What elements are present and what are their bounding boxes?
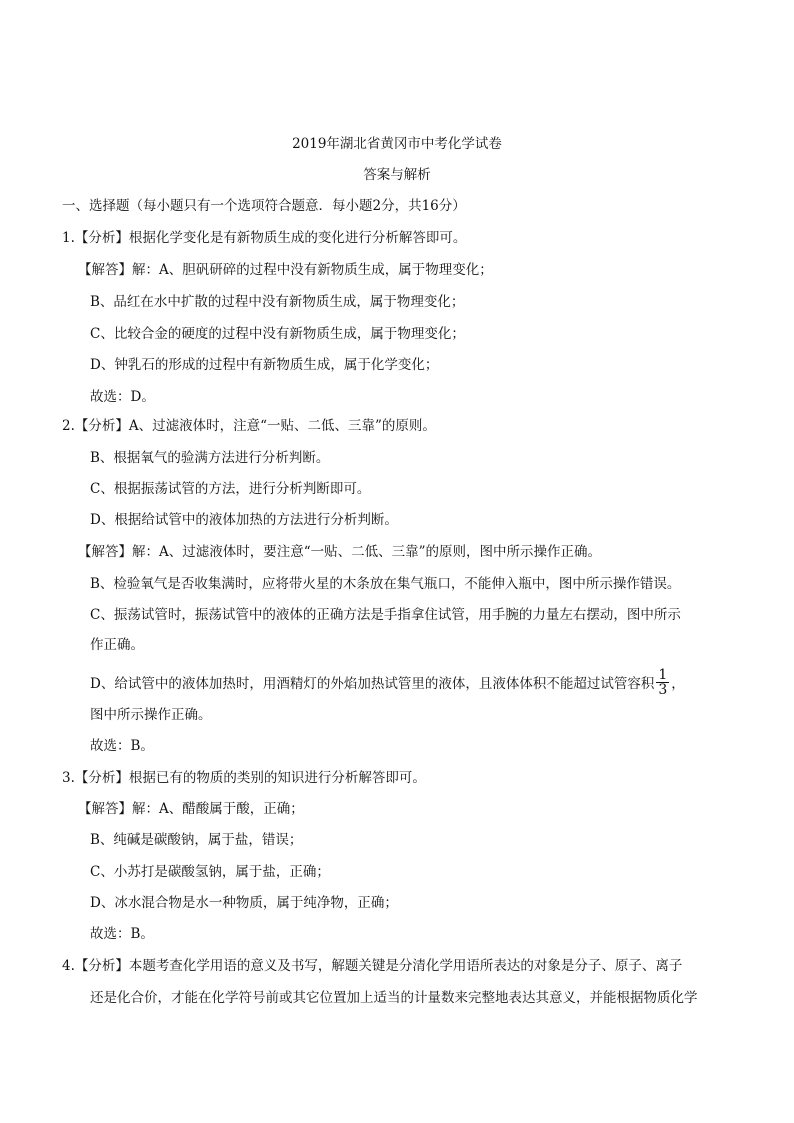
q4-analysis-line2: 还是化合价，才能在化学符号前或其它位置加上适当的计量数来完整地表达其意义，并能根据物质化学 <box>90 990 698 1006</box>
q2-option-c-line1: C、振荡试管时，振荡试管中的液体的正确方法是手指拿住试管，用手腕的力量左右摆动，图中所示 <box>90 607 681 623</box>
section-heading: 一、选择题（每小题只有一个选项符合题意．每小题2分，共16分） <box>62 198 466 214</box>
q3-option-d: D、冰水混合物是水一种物质，属于纯净物，正确； <box>90 895 398 911</box>
q2-option-d-text: D、给试管中的液体加热时，用酒精灯的外焰加热试管里的液体，且液体体积不能超过试管容积 <box>90 676 655 692</box>
q2-analysis-c: C、根据振荡试管的方法，进行分析判断即可。 <box>90 481 371 497</box>
document-subtitle: 答案与解析 <box>363 167 431 183</box>
q3-analysis: 3.【分析】根据已有的物质的类别的知识进行分析解答即可。 <box>62 770 426 786</box>
q1-option-c: C、比较合金的硬度的过程中没有新物质生成，属于物理变化； <box>90 326 465 342</box>
q2-answer: 【解答】解：A、过滤液体时，要注意“一贴、二低、三靠”的原则，图中所示操作正确。 <box>78 544 602 560</box>
q2-choice: 故选：B。 <box>90 738 154 754</box>
q1-answer: 【解答】解：A、胆矾研碎的过程中没有新物质生成，属于物理变化； <box>78 262 493 278</box>
q2-analysis: 2.【分析】A、过滤液体时，注意“一贴、二低、三靠”的原则。 <box>62 418 436 434</box>
q3-option-c: C、小苏打是碳酸氢钠，属于盐，正确； <box>90 864 330 880</box>
q1-option-d: D、钟乳石的形成的过程中有新物质生成，属于化学变化； <box>90 357 439 373</box>
fraction-numerator: 1 <box>658 667 668 683</box>
q2-analysis-b: B、根据氧气的验满方法进行分析判断。 <box>90 450 330 466</box>
document-title: 2019年湖北省黄冈市中考化学试卷 <box>292 136 502 152</box>
q3-choice: 故选：B。 <box>90 926 154 942</box>
q2-option-b: B、检验氧气是否收集满时，应将带火星的木条放在集气瓶口，不能伸入瓶中，图中所示操作错误。 <box>90 576 681 592</box>
q3-option-b: B、纯碱是碳酸钠，属于盐，错误； <box>90 832 303 848</box>
q2-option-d-line1 <box>90 667 685 699</box>
q1-option-b: B、品红在水中扩散的过程中没有新物质生成，属于物理变化； <box>90 294 465 310</box>
fraction-denominator: 3 <box>658 682 668 698</box>
q3-answer: 【解答】解：A、醋酸属于酸，正确； <box>78 801 304 817</box>
q2-option-c-line2: 作正确。 <box>90 637 144 653</box>
fraction-one-third <box>656 668 669 697</box>
q2-analysis-d: D、根据给试管中的液体加热的方法进行分析判断。 <box>90 512 398 528</box>
q1-analysis: 1.【分析】根据化学变化是有新物质生成的变化进行分析解答即可。 <box>62 230 467 246</box>
q2-option-d-comma: ， <box>671 676 685 692</box>
q2-option-d-line2: 图中所示操作正确。 <box>90 707 212 723</box>
q4-analysis-line1: 4.【分析】本题考查化学用语的意义及书写，解题关键是分清化学用语所表达的对象是分子、原子、离子 <box>62 958 683 974</box>
q1-choice: 故选：D。 <box>90 389 155 405</box>
